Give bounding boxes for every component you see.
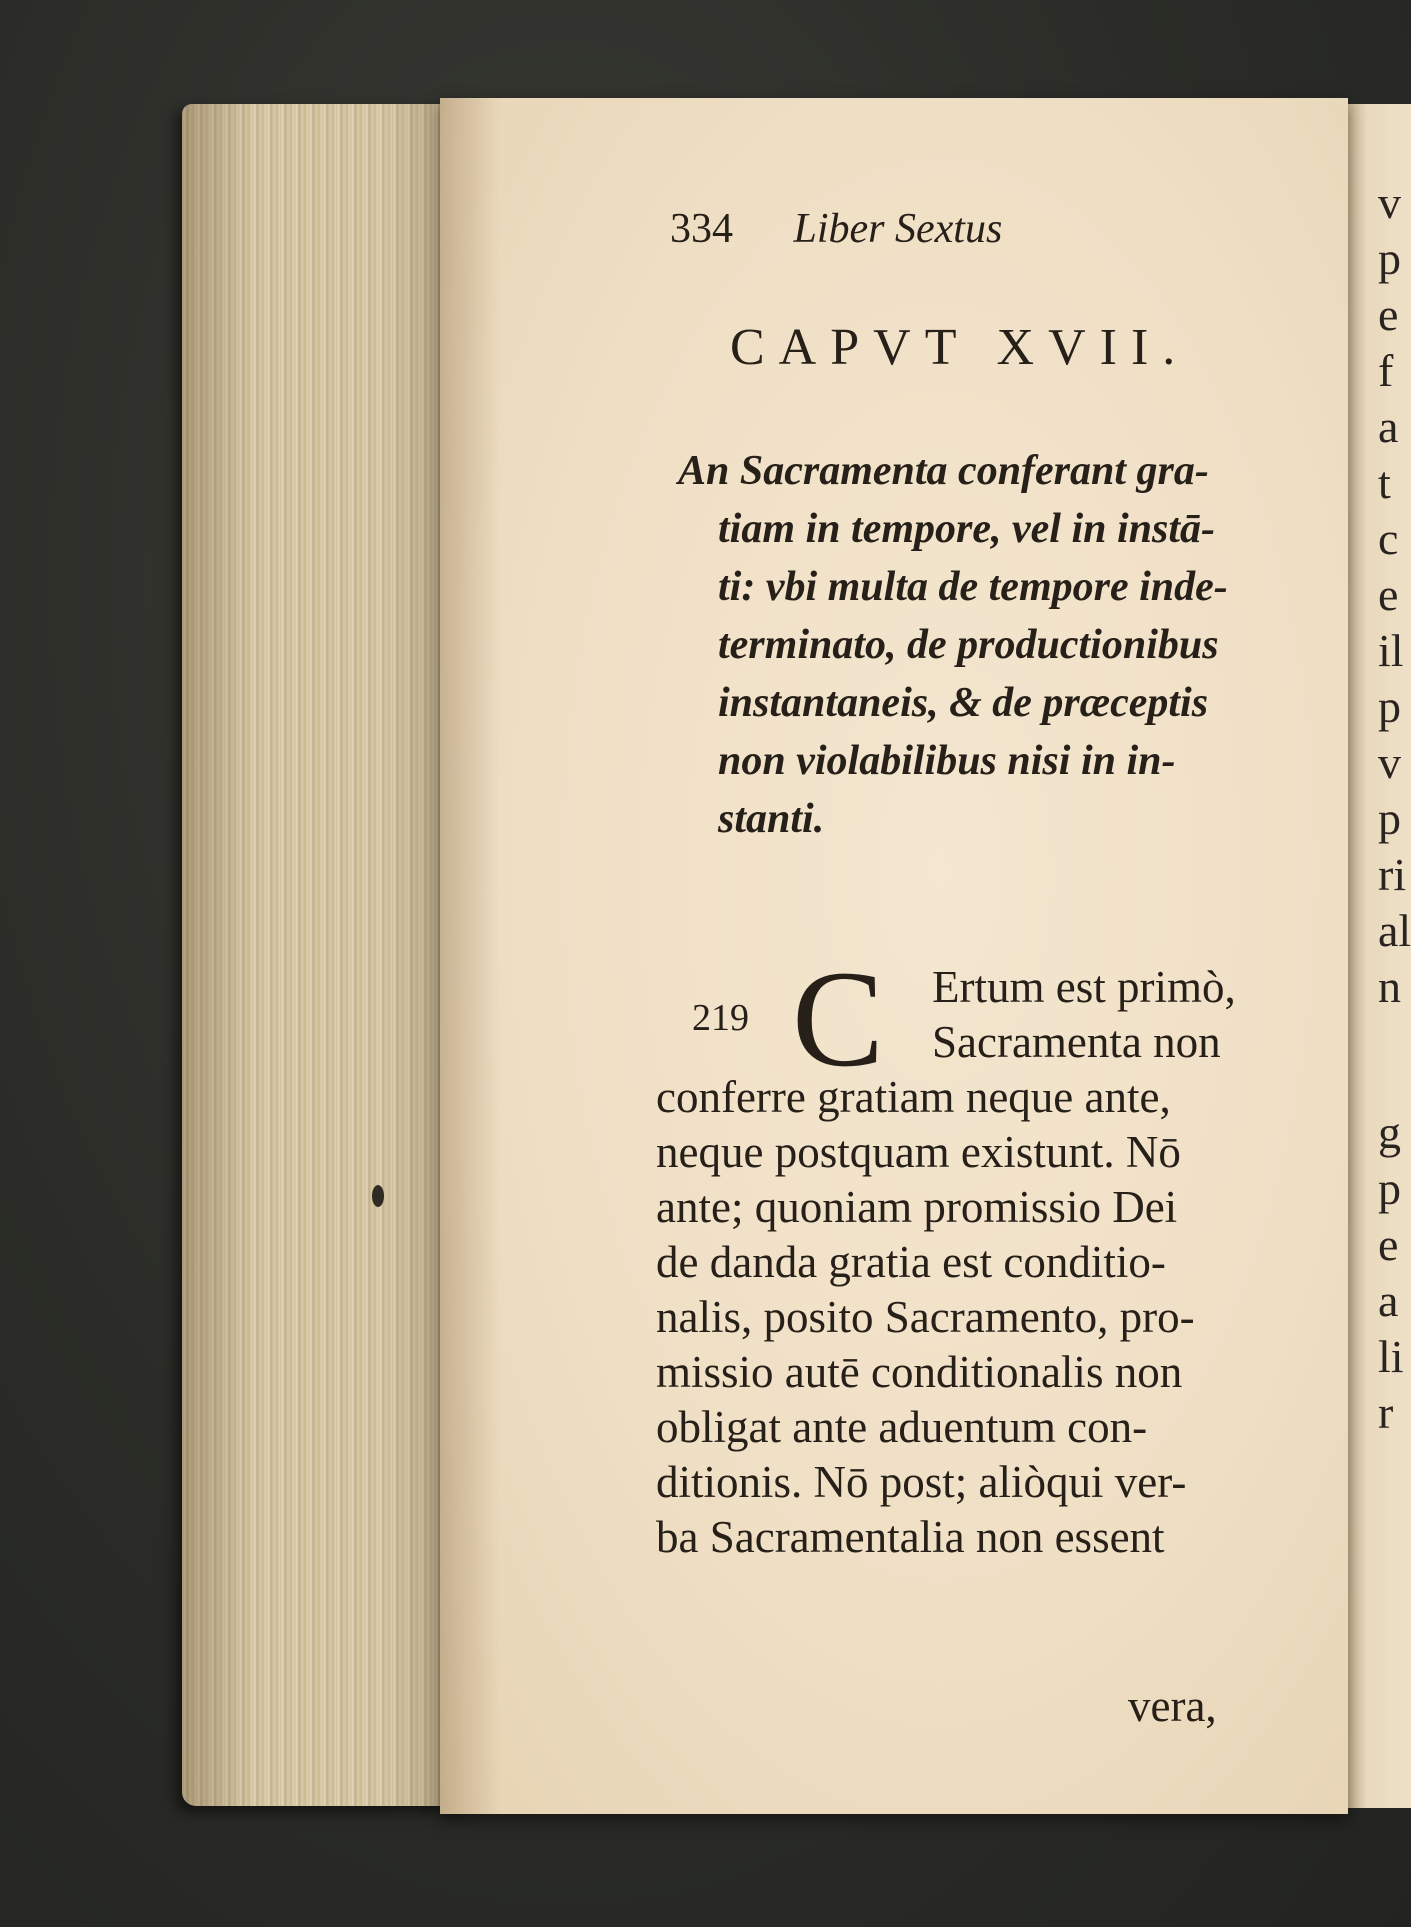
facing-page-fragment: p	[1378, 793, 1401, 844]
facing-page-fragment: n	[1378, 961, 1401, 1012]
body-line: neque postquam existunt. Nō	[656, 1127, 1181, 1177]
page-number: 334	[670, 206, 733, 252]
body-line: obligat ante aduentum con-	[656, 1402, 1148, 1452]
ink-spot	[372, 1185, 384, 1207]
chapter-summary	[678, 442, 1228, 848]
book-page-edges	[182, 104, 472, 1806]
facing-page-fragment: a	[1378, 401, 1399, 452]
running-head	[670, 205, 1002, 253]
facing-page-fragment: v	[1378, 177, 1401, 228]
drop-cap: C	[792, 942, 885, 1095]
facing-page-fragment: r	[1378, 1387, 1394, 1438]
facing-page-fragment: e	[1378, 569, 1399, 620]
facing-page-fragment: v	[1378, 737, 1401, 788]
summary-line: terminato, de productionibus	[718, 622, 1219, 668]
body-line: Ertum est primò,	[932, 962, 1236, 1012]
body-line: ante; quoniam promissio Dei	[656, 1182, 1178, 1232]
summary-line: stanti.	[718, 796, 825, 842]
running-title: Liber Sextus	[793, 206, 1003, 252]
facing-page-fragment: e	[1378, 1219, 1399, 1270]
facing-page-fragment: e	[1378, 289, 1399, 340]
catchword: vera,	[1128, 1681, 1217, 1731]
facing-page-fragment: li	[1378, 1331, 1404, 1382]
body-line: nalis, posito Sacramento, pro-	[656, 1292, 1195, 1342]
body-line: Sacramenta non	[932, 1017, 1221, 1067]
facing-page-fragment: il	[1378, 625, 1404, 676]
body-line: ba Sacramentalia non essent	[656, 1512, 1165, 1562]
body-text	[656, 960, 1236, 1565]
body-line: conferre gratiam neque ante,	[656, 1072, 1171, 1122]
facing-page-fragment: c	[1378, 513, 1399, 564]
facing-page-fragment: f	[1378, 345, 1394, 396]
facing-page-fragment: p	[1378, 233, 1401, 284]
facing-page-fragment: t	[1378, 457, 1391, 508]
facing-page-fragment: g	[1378, 1107, 1401, 1158]
body-line: de danda gratia est conditio-	[656, 1237, 1166, 1287]
facing-page-edge	[1348, 104, 1411, 1808]
facing-page-fragment: al	[1378, 905, 1411, 956]
paragraph-number: 219	[692, 997, 749, 1039]
summary-line: An Sacramenta conferant gra-	[678, 448, 1209, 494]
facing-page-fragment: p	[1378, 681, 1401, 732]
summary-line: tiam in tempore, vel in instā-	[718, 506, 1216, 552]
body-line: ditionis. Nō post; aliòqui ver-	[656, 1457, 1187, 1507]
summary-line: non violabilibus nisi in in-	[718, 738, 1176, 784]
body-line: missio autē conditionalis non	[656, 1347, 1183, 1397]
facing-page-fragment: ri	[1378, 849, 1407, 900]
facing-page-fragment: p	[1378, 1163, 1401, 1214]
summary-line: instantaneis, & de præceptis	[718, 680, 1209, 726]
chapter-heading: CAPVT XVII.	[730, 319, 1190, 376]
facing-page-fragment: a	[1378, 1275, 1399, 1326]
summary-line: ti: vbi multa de tempore inde-	[718, 564, 1228, 610]
